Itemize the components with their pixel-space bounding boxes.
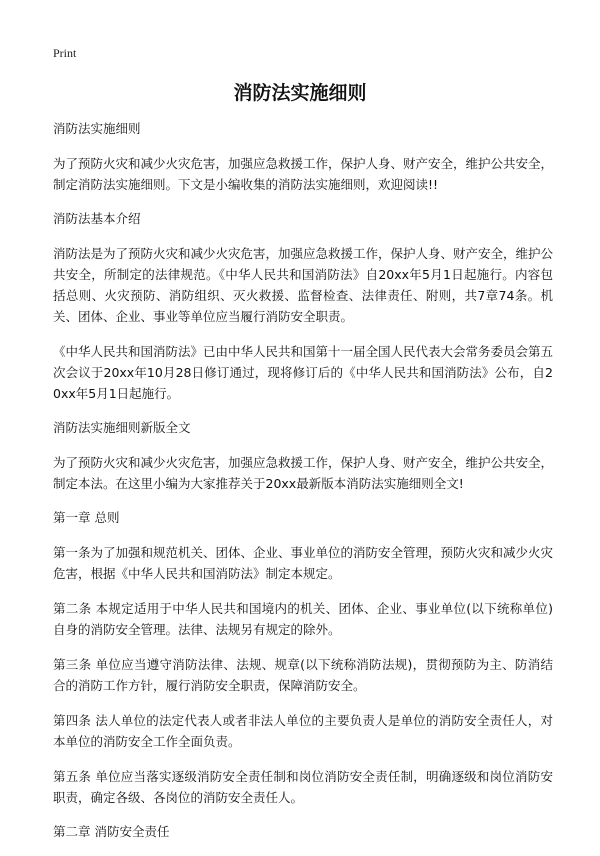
- basic-intro-paragraph-2: 《中华人民共和国消防法》已由中华人民共和国第十一届全国人民代表大会常务委员会第五次会议于20xx年10月28日修订通过，现将修订后的《中华人民共和国消防法》公布，自20xx年5月1日起施行。: [53, 344, 554, 401]
- chapter-1-heading: 第一章 总则: [53, 510, 120, 525]
- article-2: 第二条 本规定适用于中华人民共和国境内的机关、团体、企业、事业单位(以下统称单位)自身的消防安全管理。法律、法规另有规定的除外。: [53, 601, 553, 637]
- intro-paragraph: 为了预防火灾和减少火灾危害，加强应急救援工作，保护人身、财产安全，维护公共安全，制定消防法实施细则。下文是小编收集的消防法实施细则，欢迎阅读!!: [53, 156, 554, 192]
- print-label: Print: [53, 46, 77, 60]
- document-body: [53, 119, 553, 856]
- article-5: 第五条 单位应当落实逐级消防安全责任制和岗位消防安全责任制，明确逐级和岗位消防安职责，确定各级、各岗位的消防安全责任人。: [53, 769, 553, 805]
- article-4: 第四条 法人单位的法定代表人或者非法人单位的主要负责人是单位的消防安全责任人，对本单位的消防安全工作全面负责。: [53, 713, 553, 749]
- document-title: 消防法实施细则: [233, 82, 367, 104]
- article-3: 第三条 单位应当遵守消防法律、法规、规章(以下统称消防法规)，贯彻预防为主、防消结合的消防工作方针，履行消防安全职责，保障消防安全。: [53, 657, 553, 693]
- article-1: 第一条为了加强和规范机关、团体、企业、事业单位的消防安全管理，预防火灾和减少火灾危害，根据《中华人民共和国消防法》制定本规定。: [53, 545, 554, 581]
- full-text-paragraph: 为了预防火灾和减少火灾危害，加强应急救援工作，保护人身、财产安全，维护公共安全，制定本法。在这里小编为大家推荐关于20xx最新版本消防法实施细则全文!: [53, 455, 554, 491]
- section-heading-full-text: 消防法实施细则新版全文: [53, 420, 191, 435]
- chapter-2-heading: 第二章 消防安全责任: [53, 824, 170, 839]
- section-heading-intro: 消防法实施细则: [53, 121, 141, 136]
- basic-intro-paragraph-1: 消防法是为了预防火灾和减少火灾危害，加强应急救援工作，保护人身、财产安全，维护公共安全，所制定的法律规范。《中华人民共和国消防法》自20xx年5月1日起施行。内容包括总则、火灾预防、消防组织、灭火救援、监督检查、法律责任、附则，共7章74条。机关、团体、企业、事业等单位应当履行消防安全职责。: [53, 246, 554, 324]
- section-heading-basic-intro: 消防法基本介绍: [53, 211, 141, 226]
